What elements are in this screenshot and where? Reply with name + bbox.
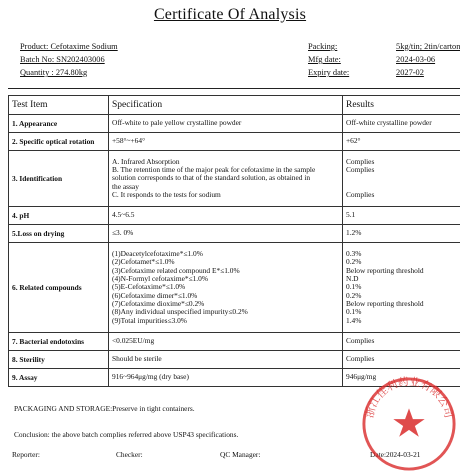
result-cell — [343, 115, 460, 133]
specification-line: A. Infrared Absorption — [112, 158, 339, 166]
specification-line: (9)Total impurities≤3.0% — [112, 317, 339, 325]
product-name: Product: Cefotaxime Sodium — [20, 40, 118, 53]
specification-line: (6)Cefotaxime dimer*≤1.0% — [112, 292, 339, 300]
specification-line: (8)Any individual unspecified impurity≤0.2% — [112, 308, 339, 316]
test-item-cell: 8. Sterility — [9, 351, 109, 369]
specification-cell — [109, 115, 343, 133]
result-cell — [343, 133, 460, 151]
qc-manager-label: QC Manager: — [220, 450, 260, 459]
specification-line: (2)Cefotamet*≤1.0% — [112, 258, 339, 266]
header-divider — [8, 88, 460, 89]
specification-line: (1)Deacetylcefotaxime*≤1.0% — [112, 250, 339, 258]
packing-info — [308, 40, 460, 79]
specification-line: the assay — [112, 183, 339, 191]
batch-number: Batch No: SN202403006 — [20, 53, 118, 66]
result-line: Complies — [346, 355, 457, 363]
specification-cell — [109, 243, 343, 333]
table-header-row — [9, 96, 460, 115]
specification-line: (7)Cefotaxime dioxime*≤0.2% — [112, 300, 339, 308]
table-row — [9, 333, 460, 351]
test-item-cell: 4. pH — [9, 207, 109, 225]
expiry-label: Expiry date: — [308, 66, 396, 79]
result-line: 0.1% — [346, 283, 457, 291]
conclusion: Conclusion: the above batch complies referred above USP43 specifications. — [8, 430, 460, 439]
result-line: Off-white crystalline powder — [346, 119, 457, 127]
result-cell — [343, 333, 460, 351]
result-line: Below reporting threshold — [346, 267, 457, 275]
result-line — [346, 174, 457, 182]
specification-line: (4)N-Formyl cefotaxime*≤1.0% — [112, 275, 339, 283]
specification-line: 4.5~6.5 — [112, 211, 339, 219]
table-row — [9, 115, 460, 133]
date-label: Date:2024-03-21 — [370, 450, 421, 459]
specification-line: B. The retention time of the major peak for cefotaxime in the sample — [112, 166, 339, 174]
quantity: Quantity : 274.80kg — [20, 66, 118, 79]
specification-line: Should be sterile — [112, 355, 339, 363]
packaging-storage: PACKAGING AND STORAGE:Preserve in tight containers. — [8, 404, 460, 413]
test-item-cell: 7. Bacterial endotoxins — [9, 333, 109, 351]
result-cell — [343, 207, 460, 225]
specification-cell — [109, 225, 343, 243]
specification-cell — [109, 151, 343, 207]
result-cell — [343, 243, 460, 333]
table-row — [9, 225, 460, 243]
test-item-cell: 3. Identification — [9, 151, 109, 207]
table-row — [9, 151, 460, 207]
test-item-cell: 9. Assay — [9, 369, 109, 387]
result-line: Complies — [346, 158, 457, 166]
mfg-label: Mfg date: — [308, 53, 396, 66]
product-info — [20, 40, 118, 79]
result-cell — [343, 351, 460, 369]
packing-label: Packing: — [308, 40, 396, 53]
specification-line: <0.025EU/mg — [112, 337, 339, 345]
analysis-table — [8, 95, 460, 387]
packing-value: 5kg/tin; 2tin/carton — [396, 40, 460, 53]
result-cell — [343, 151, 460, 207]
specification-cell — [109, 333, 343, 351]
specification-line: solution corresponds to that of the standard solution, as obtained in — [112, 174, 339, 182]
reporter-label: Reporter: — [12, 450, 40, 459]
table-row — [9, 207, 460, 225]
header-results: Results — [343, 96, 460, 115]
specification-line: ≤3. 0% — [112, 229, 339, 237]
result-line: N.D — [346, 275, 457, 283]
specification-line: (3)Cefotaxime related compound E*≤1.0% — [112, 267, 339, 275]
packing-row — [308, 40, 460, 53]
mfg-value: 2024-03-06 — [396, 53, 435, 66]
result-line: 0.2% — [346, 258, 457, 266]
specification-line: Off-white to pale yellow crystalline powder — [112, 119, 339, 127]
table-row — [9, 133, 460, 151]
result-line: 0.1% — [346, 308, 457, 316]
result-line: Complies — [346, 166, 457, 174]
result-line: 1.2% — [346, 229, 457, 237]
specification-line: 916~964μg/mg (dry base) — [112, 373, 339, 381]
test-item-cell: 1. Appearance — [9, 115, 109, 133]
test-item-cell: 5.Loss on drying — [9, 225, 109, 243]
table-row — [9, 243, 460, 333]
result-line: +62° — [346, 137, 457, 145]
result-line: Complies — [346, 337, 457, 345]
table-row — [9, 351, 460, 369]
specification-cell — [109, 133, 343, 151]
result-line: Below reporting threshold — [346, 300, 457, 308]
checker-label: Checker: — [116, 450, 143, 459]
specification-line: +58°~+64° — [112, 137, 339, 145]
expiry-row — [308, 66, 460, 79]
result-line: 1.4% — [346, 317, 457, 325]
result-line: 5.1 — [346, 211, 457, 219]
specification-cell — [109, 351, 343, 369]
specification-line: (5)E-Cefotaxime*≤1.0% — [112, 283, 339, 291]
specification-cell — [109, 369, 343, 387]
document-title: Certificate Of Analysis — [0, 6, 460, 24]
header-specification: Specification — [109, 96, 343, 115]
result-line: 0.2% — [346, 292, 457, 300]
result-line: 0.3% — [346, 250, 457, 258]
expiry-value: 2027-02 — [396, 66, 424, 79]
company-seal-icon — [360, 375, 458, 473]
result-line: 946μg/mg — [346, 373, 457, 381]
specification-line: C. It responds to the tests for sodium — [112, 191, 339, 199]
test-item-cell: 2. Specific optical rotation — [9, 133, 109, 151]
header-test-item: Test Item — [9, 96, 109, 115]
specification-cell — [109, 207, 343, 225]
result-cell — [343, 225, 460, 243]
mfg-row — [308, 53, 460, 66]
test-item-cell: 6. Related compounds — [9, 243, 109, 333]
result-line: Complies — [346, 191, 457, 199]
seal-lettering: 浙江佳利药业有限公司 — [363, 375, 456, 419]
